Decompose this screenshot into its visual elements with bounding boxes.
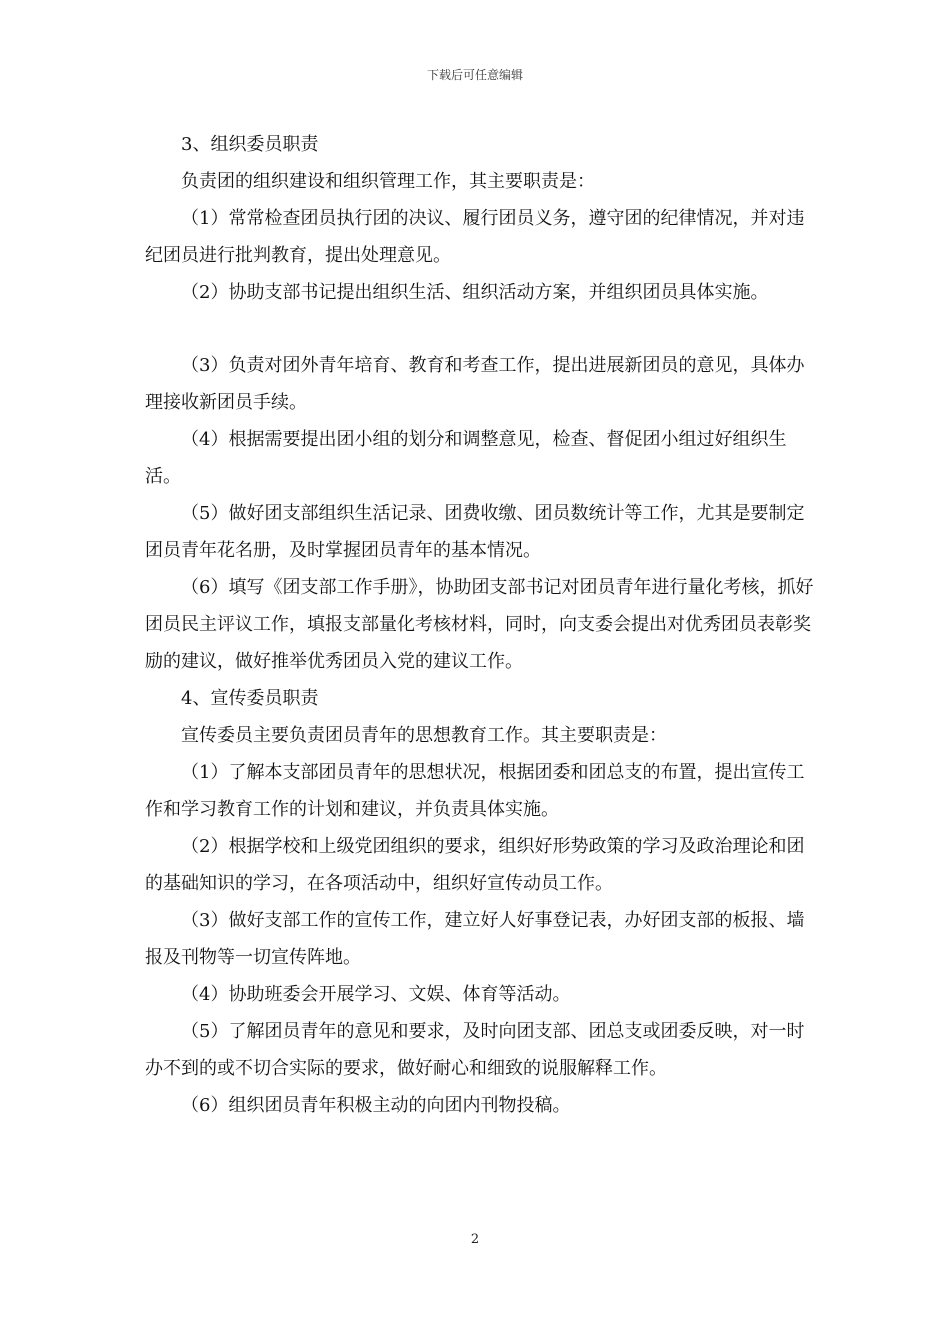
paragraph: 宣传委员主要负责团员青年的思想教育工作。其主要职责是： xyxy=(181,725,667,746)
paragraph: （3）负责对团外青年培育、教育和考查工作，提出进展新团员的意见，具体办理接收新团员手续。 xyxy=(145,355,805,413)
paragraph: （2）根据学校和上级党团组织的要求，组织好形势政策的学习及政治理论和团的基础知识的学习，在各项活动中，组织好宣传动员工作。 xyxy=(145,836,805,894)
spacer xyxy=(145,311,815,347)
paragraph: （6）组织团员青年积极主动的向团内刊物投稿。 xyxy=(181,1095,571,1116)
paragraph: （4）协助班委会开展学习、文娱、体育等活动。 xyxy=(181,984,571,1005)
page-number: 2 xyxy=(470,1232,480,1247)
paragraph: （3）做好支部工作的宣传工作，建立好人好事登记表，办好团支部的板报、墙报及刊物等一切宣传阵地。 xyxy=(145,910,805,968)
document-body xyxy=(145,126,815,1124)
paragraph: （1）了解本支部团员青年的思想状况，根据团委和团总支的布置，提出宣传工作和学习教育工作的计划和建议，并负责具体实施。 xyxy=(145,762,805,820)
paragraph: （5）了解团员青年的意见和要求，及时向团支部、团总支或团委反映，对一时办不到的或不切合实际的要求，做好耐心和细致的说服解释工作。 xyxy=(145,1021,805,1079)
paragraph: （2）协助支部书记提出组织生活、组织活动方案，并组织团员具体实施。 xyxy=(181,282,769,303)
paragraph: （4）根据需要提出团小组的划分和调整意见，检查、督促团小组过好组织生活。 xyxy=(145,429,787,487)
paragraph: （5）做好团支部组织生活记录、团费收缴、团员数统计等工作，尤其是要制定团员青年花名册，及时掌握团员青年的基本情况。 xyxy=(145,503,805,561)
paragraph: 负责团的组织建设和组织管理工作，其主要职责是： xyxy=(181,171,595,192)
section-heading: 4、宣传委员职责 xyxy=(181,688,319,709)
paragraph: （1）常常检查团员执行团的决议、履行团员义务，遵守团的纪律情况，并对违纪团员进行批判教育，提出处理意见。 xyxy=(145,208,805,266)
page-header: 下载后可任意编辑 xyxy=(426,68,523,82)
paragraph: （6）填写《团支部工作手册》，协助团支部书记对团员青年进行量化考核，抓好团员民主评议工作，填报支部量化考核材料，同时，向支委会提出对优秀团员表彰奖励的建议，做好推举优秀团员入党的建议工作。 xyxy=(145,577,814,672)
section-heading: 3、组织委员职责 xyxy=(181,134,319,155)
